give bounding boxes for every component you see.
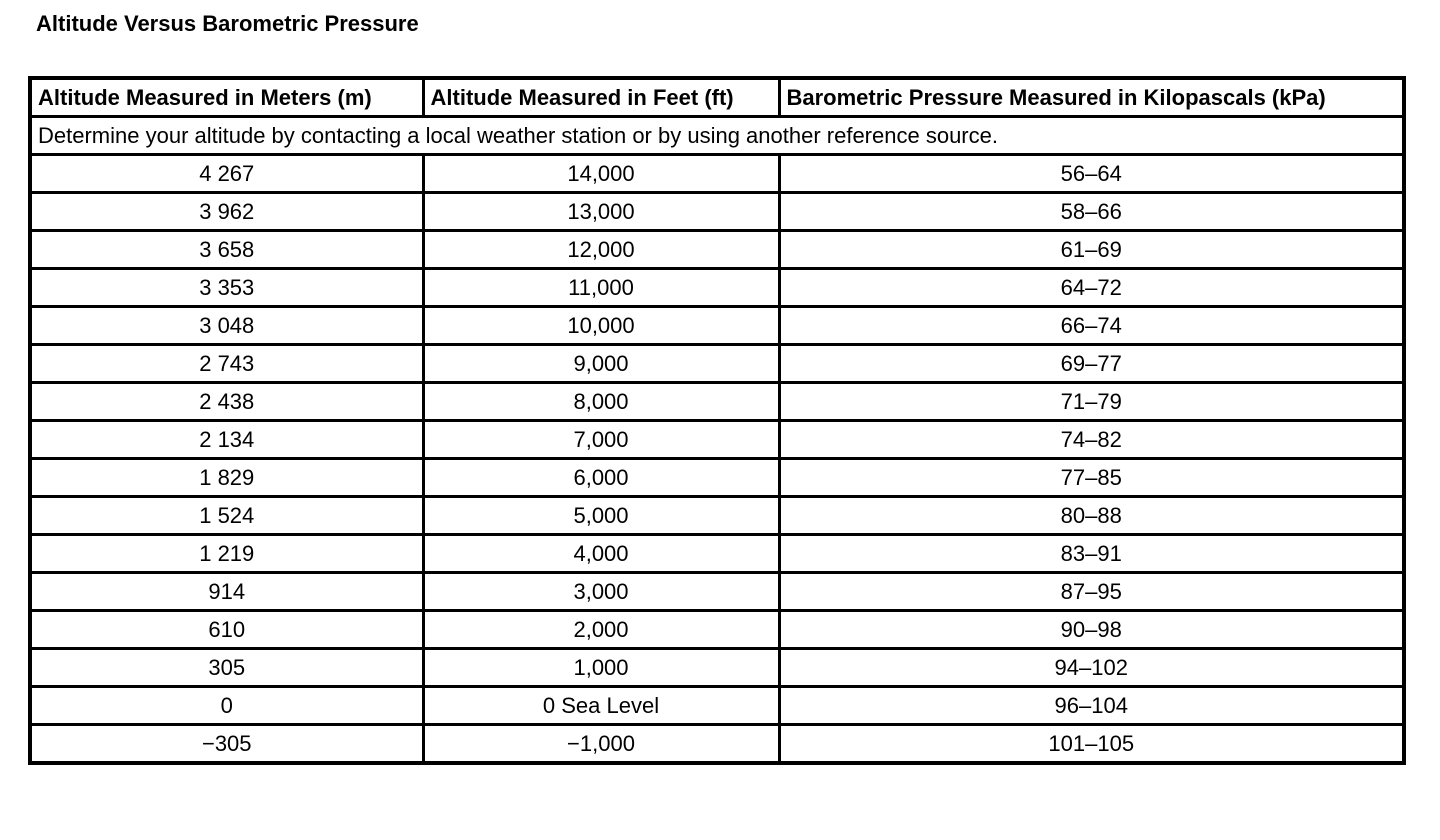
column-header-feet: Altitude Measured in Feet (ft) — [423, 78, 779, 117]
table-row — [30, 611, 1404, 649]
meters-cell: 914 — [30, 573, 423, 611]
pressure-cell: 96–104 — [779, 687, 1404, 725]
pressure-cell: 77–85 — [779, 459, 1404, 497]
meters-cell: 2 134 — [30, 421, 423, 459]
meters-cell: 3 353 — [30, 269, 423, 307]
feet-cell: 1,000 — [423, 649, 779, 687]
meters-cell: 1 524 — [30, 497, 423, 535]
table-body — [30, 117, 1404, 764]
feet-cell: 14,000 — [423, 155, 779, 193]
meters-cell: 305 — [30, 649, 423, 687]
feet-cell: −1,000 — [423, 725, 779, 764]
meters-cell: −305 — [30, 725, 423, 764]
feet-cell: 12,000 — [423, 231, 779, 269]
table-row — [30, 497, 1404, 535]
table-row — [30, 725, 1404, 764]
pressure-cell: 74–82 — [779, 421, 1404, 459]
table-row — [30, 345, 1404, 383]
table-row — [30, 155, 1404, 193]
note-cell: Determine your altitude by contacting a local weather station or by using another reference source. — [30, 117, 1404, 155]
meters-cell: 1 829 — [30, 459, 423, 497]
table-row — [30, 459, 1404, 497]
pressure-cell: 94–102 — [779, 649, 1404, 687]
table-row — [30, 687, 1404, 725]
meters-cell: 2 743 — [30, 345, 423, 383]
table-row — [30, 269, 1404, 307]
table-row — [30, 307, 1404, 345]
feet-cell: 4,000 — [423, 535, 779, 573]
pressure-cell: 101–105 — [779, 725, 1404, 764]
note-row — [30, 117, 1404, 155]
column-header-meters: Altitude Measured in Meters (m) — [30, 78, 423, 117]
pressure-cell: 90–98 — [779, 611, 1404, 649]
table-row — [30, 383, 1404, 421]
meters-cell: 0 — [30, 687, 423, 725]
table-row — [30, 535, 1404, 573]
page-title: Altitude Versus Barometric Pressure — [36, 11, 419, 36]
meters-cell: 610 — [30, 611, 423, 649]
feet-cell: 3,000 — [423, 573, 779, 611]
altitude-pressure-table — [28, 76, 1406, 765]
pressure-cell: 61–69 — [779, 231, 1404, 269]
column-header-pressure: Barometric Pressure Measured in Kilopascals (kPa) — [779, 78, 1404, 117]
pressure-cell: 66–74 — [779, 307, 1404, 345]
feet-cell: 6,000 — [423, 459, 779, 497]
table-row — [30, 193, 1404, 231]
table-row — [30, 573, 1404, 611]
pressure-cell: 71–79 — [779, 383, 1404, 421]
meters-cell: 1 219 — [30, 535, 423, 573]
pressure-cell: 58–66 — [779, 193, 1404, 231]
pressure-cell: 56–64 — [779, 155, 1404, 193]
feet-cell: 8,000 — [423, 383, 779, 421]
header-row — [30, 78, 1404, 117]
feet-cell: 10,000 — [423, 307, 779, 345]
pressure-cell: 69–77 — [779, 345, 1404, 383]
pressure-cell: 83–91 — [779, 535, 1404, 573]
meters-cell: 3 962 — [30, 193, 423, 231]
table-row — [30, 649, 1404, 687]
feet-cell: 2,000 — [423, 611, 779, 649]
feet-cell: 5,000 — [423, 497, 779, 535]
altitude-table-container — [28, 76, 1406, 765]
pressure-cell: 87–95 — [779, 573, 1404, 611]
table-row — [30, 421, 1404, 459]
pressure-cell: 80–88 — [779, 497, 1404, 535]
pressure-cell: 64–72 — [779, 269, 1404, 307]
feet-cell: 9,000 — [423, 345, 779, 383]
feet-cell: 0 Sea Level — [423, 687, 779, 725]
feet-cell: 11,000 — [423, 269, 779, 307]
feet-cell: 7,000 — [423, 421, 779, 459]
meters-cell: 3 048 — [30, 307, 423, 345]
table-row — [30, 231, 1404, 269]
feet-cell: 13,000 — [423, 193, 779, 231]
meters-cell: 3 658 — [30, 231, 423, 269]
meters-cell: 4 267 — [30, 155, 423, 193]
meters-cell: 2 438 — [30, 383, 423, 421]
